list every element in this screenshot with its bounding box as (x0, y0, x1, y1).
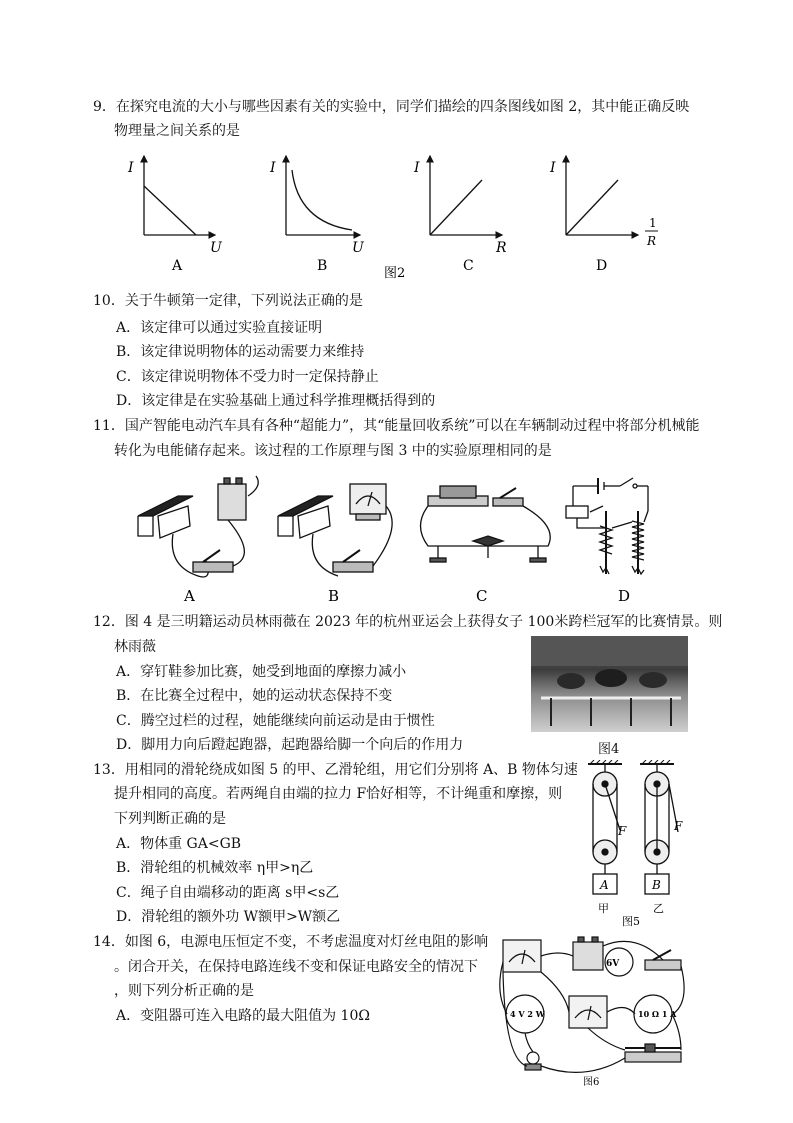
graph-a-ylabel: I (128, 160, 134, 176)
pulley-group-jia (593, 764, 620, 894)
q10-option-d: D．该定律是在实验基础上通过科学推理概括得到的 (116, 393, 436, 409)
graph-b-xlabel: U (352, 240, 364, 256)
experiment-d (566, 478, 648, 574)
q13-stem-line3: 下列判断正确的是 (114, 811, 226, 827)
figure-6-caption: 图6 (583, 1077, 600, 1088)
lamp-rating-label: 4 V 2 W (510, 1009, 545, 1019)
figure-5-caption: 图5 (622, 915, 640, 928)
graph-a-xlabel: U (210, 240, 222, 256)
q10-option-a: A．该定律可以通过实验直接证明 (116, 320, 323, 336)
graph-d (549, 156, 658, 274)
q12-option-d: D．脚用力向后蹬起跑器，起跑器给脚一个向后的作用力 (116, 737, 464, 753)
q9-figure-graphs (120, 150, 680, 285)
experiment-a-letter: A (184, 587, 195, 605)
figure-2-caption: 图2 (384, 266, 406, 281)
experiment-a (138, 476, 258, 577)
q10-option-b: B．该定律说明物体的运动需要力来维持 (116, 344, 365, 360)
force-label-yi: F (674, 819, 683, 833)
experiment-b (278, 484, 392, 576)
graph-a (127, 156, 223, 274)
q12-stem-line2: 林雨薇 (114, 639, 156, 655)
graph-c (413, 156, 507, 274)
experiment-d-letter: D (618, 587, 631, 605)
figure-5-pulleys (578, 760, 693, 930)
q13-stem-line2: 提升相同的高度。若两绳自由端的拉力 F恰好相等，不计绳重和摩擦，则 (114, 786, 563, 802)
voltmeter-top-icon (503, 940, 541, 972)
graph-c-xlabel: R (496, 240, 507, 256)
q14-stem-line1: 14．如图 6，电源电压恒定不变，不考虑温度对灯丝电阻的影响 (93, 934, 489, 950)
q14-stem-line2: 。闭合开关，在保持电路连线不变和保证电路安全的情况下 (114, 959, 478, 975)
q14-option-a: A．变阻器可连入电路的最大阻值为 10Ω (116, 1008, 370, 1024)
q9-stem-line1: 9．在探究电流的大小与哪些因素有关的实验中，同学们描绘的四条图线如图 2，其中能正确反映 (93, 99, 690, 115)
q9-stem-line2: 物理量之间关系的是 (114, 123, 240, 139)
q11-figure-experiments (128, 466, 668, 606)
q10-stem: 10．关于牛顿第一定律，下列说法正确的是 (93, 293, 363, 309)
q12-stem-line1: 12．图 4 是三明籍运动员林雨薇在 2023 年的杭州亚运会上获得女子 100米跨栏冠军的比赛情景。则 (93, 614, 723, 630)
experiment-c-letter: C (476, 587, 488, 605)
rheostat-icon (625, 1052, 681, 1062)
graph-b-letter: B (317, 258, 328, 274)
q11-stem-line2: 转化为电能储存起来。该过程的工作原理与图 3 中的实验原理相同的是 (114, 443, 552, 459)
q12-option-b: B．在比赛全过程中，她的运动状态保持不变 (116, 688, 393, 704)
ammeter-icon (569, 996, 607, 1028)
label-yi: 乙 (653, 902, 664, 915)
q13-option-b: B．滑轮组的机械效率 η甲>η乙 (116, 860, 314, 876)
q13-option-a: A．物体重 GA<GB (116, 836, 242, 852)
q13-option-d: D．滑轮组的额外功 W额甲>W额乙 (116, 909, 341, 925)
q12-option-a: A．穿钉鞋参加比赛，她受到地面的摩擦力减小 (116, 664, 407, 680)
experiment-b-letter: B (328, 587, 340, 605)
block-a-label: A (600, 878, 609, 892)
block-b-label: B (652, 878, 661, 892)
q12-option-c: C．腾空过栏的过程，她能继续向前运动是由于惯性 (116, 713, 435, 729)
figure-4-caption: 图4 (598, 742, 620, 757)
q13-option-c: C．绳子自由端移动的距离 s甲<s乙 (116, 885, 340, 901)
graph-c-ylabel: I (414, 160, 420, 176)
rheostat-rating-label: 10 Ω 1 A (638, 1009, 677, 1019)
graph-b-curve (292, 170, 352, 230)
graph-a-line (144, 186, 196, 235)
q10-option-c: C．该定律说明物体不受力时一定保持静止 (116, 369, 379, 385)
graph-d-xlabel-num: 1 (649, 216, 657, 230)
force-label-jia: F (618, 824, 627, 838)
figure-4-hurdle-photo (531, 636, 688, 732)
switch-icon (645, 960, 681, 970)
battery-voltage-label: 6V (606, 959, 620, 969)
experiment-c (421, 486, 551, 562)
graph-c-letter: C (463, 258, 474, 274)
figure-6-circuit (495, 932, 690, 1092)
label-jia: 甲 (598, 902, 609, 915)
q14-stem-line3: ，则下列分析正确的是 (114, 983, 254, 999)
graph-a-letter: A (172, 258, 183, 274)
graph-d-line (566, 180, 618, 235)
graph-d-ylabel: I (550, 160, 556, 176)
q13-stem-line1: 13．用相同的滑轮绕成如图 5 的甲、乙滑轮组，用它们分别将 A、B 物体匀速 (93, 762, 578, 778)
lamp-icon (527, 1052, 539, 1064)
battery-icon (573, 942, 603, 970)
graph-b (269, 156, 365, 274)
q11-stem-line1: 11．国产智能电动汽车具有各种“超能力”，其“能量回收系统”可以在车辆制动过程中将部分机械能 (93, 418, 700, 434)
graph-c-line (430, 180, 482, 235)
graph-b-ylabel: I (270, 160, 276, 176)
graph-d-letter: D (596, 258, 608, 274)
graph-d-xlabel-den: R (647, 234, 657, 248)
